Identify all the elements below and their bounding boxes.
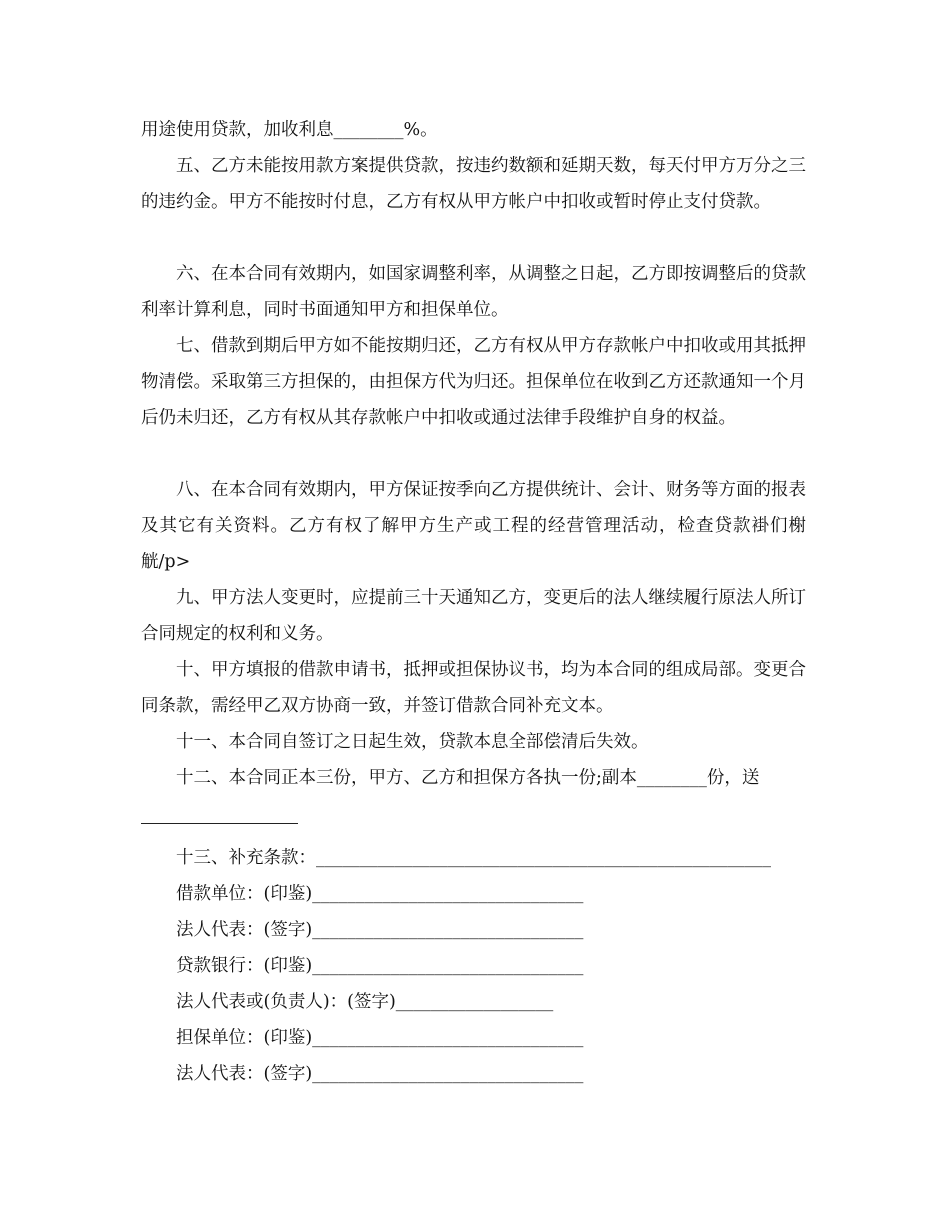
paragraph-clause-9: 九、甲方法人变更时，应提前三十天通知乙方，变更后的法人继续履行原法人所订合同规定的权利和义务。 [141, 588, 806, 644]
bank-legal-rep-line: 法人代表或(负责人)：(签字)__________________ [176, 992, 554, 1012]
lending-bank-seal-line: 贷款银行：(印鉴)_______________________________ [176, 956, 584, 976]
paragraph-clause-11: 十一、本合同自签订之日起生效，贷款本息全部偿清后失效。 [176, 732, 649, 752]
paragraph-clause-8: 八、在本合同有效期内，甲方保证按季向乙方提供统计、会计、财务等方面的报表及其它有关资料。乙方有权了解甲方生产或工程的经营管理活动，检查贷款褂们榭觥/p> [141, 480, 806, 572]
borrower-seal-line: 借款单位：(印鉴)_______________________________ [176, 884, 584, 904]
paragraph-clause-6: 六、在本合同有效期内，如国家调整利率，从调整之日起，乙方即按调整后的贷款利率计算利息，同时书面通知甲方和担保单位。 [141, 264, 806, 320]
supplementary-terms-line: 十三、补充条款：____________________________________________________ [176, 848, 771, 868]
paragraph-clause-12: 十二、本合同正本三份，甲方、乙方和担保方各执一份;副本________份，送 [176, 768, 760, 788]
paragraph-clause-5: 五、乙方未能按用款方案提供贷款，按违约数额和延期天数，每天付甲方万分之三的违约金。甲方不能按时付息，乙方有权从甲方帐户中扣收或暂时停止支付贷款。 [141, 156, 806, 212]
paragraph-clause-7: 七、借款到期后甲方如不能按期归还，乙方有权从甲方存款帐户中扣收或用其抵押物清偿。采取第三方担保的，由担保方代为归还。担保单位在收到乙方还款通知一个月后仍未归还，乙方有权从其存款帐户中扣收或通过法律手段维护自身的权益。 [141, 336, 806, 428]
guarantor-seal-line: 担保单位：(印鉴)_______________________________ [176, 1028, 584, 1048]
paragraph-clause-10: 十、甲方填报的借款申请书，抵押或担保协议书，均为本合同的组成局部。变更合同条款，需经甲乙双方协商一致，并签订借款合同补充文本。 [141, 660, 806, 716]
guarantor-legal-rep-line: 法人代表：(签字)_______________________________ [176, 1064, 584, 1084]
borrower-legal-rep-line: 法人代表：(签字)_______________________________ [176, 920, 584, 940]
paragraph-interest-clause: 用途使用贷款，加收利息________%。 [141, 120, 438, 140]
blank-underline [141, 823, 298, 824]
